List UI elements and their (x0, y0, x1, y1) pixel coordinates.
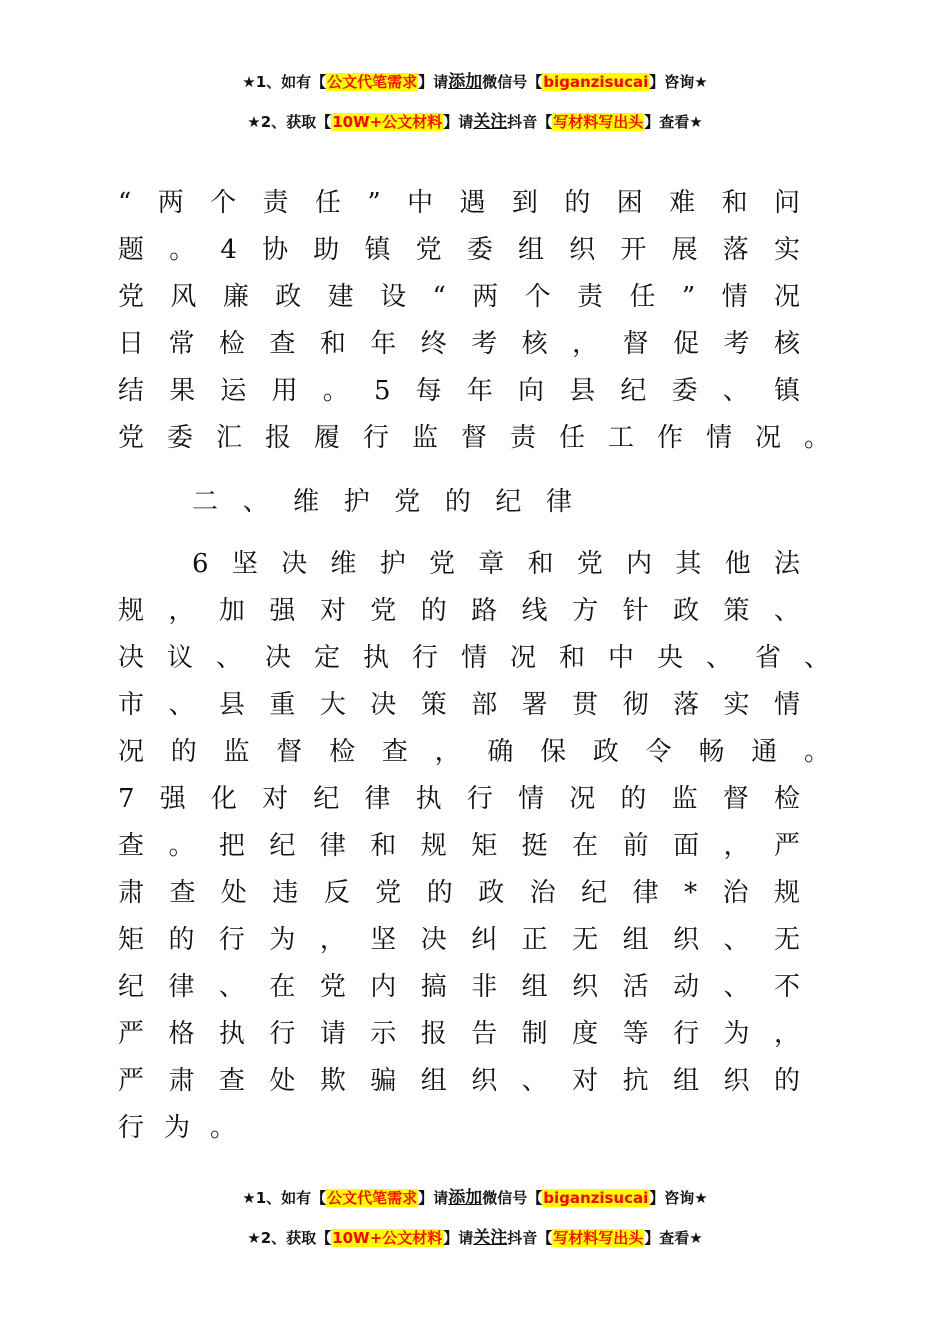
banner-text: 微信号【 (482, 1189, 543, 1207)
body-line: 党风廉政建设“两个责任”情况 (118, 282, 800, 312)
bottom-banner-line-2 (0, 1226, 950, 1250)
banner-text: 】查看★ (644, 1229, 703, 1247)
banner-text: 】请 (418, 1189, 449, 1207)
body-line: 肃查处违反党的政治纪律*治规 (118, 878, 800, 908)
body-line: 查。把纪律和规矩挺在前面，严 (118, 831, 800, 861)
banner-text: 】请 (418, 73, 449, 91)
banner-text: 】请 (443, 113, 474, 131)
banner-emphasis: 关注 (473, 1228, 508, 1248)
banner-emphasis: 添加 (448, 72, 483, 92)
section-heading: 二、维护党的纪律 (192, 487, 572, 517)
banner-emphasis: 关注 (473, 112, 508, 132)
banner-text: 】咨询★ (649, 73, 708, 91)
banner-text: 微信号【 (482, 73, 543, 91)
body-line: 规，加强对党的路线方针政策、 (118, 596, 800, 626)
top-banner-line-2 (0, 110, 950, 134)
body-line: 况的监督检查，确保政令畅通。 (118, 737, 830, 767)
highlight-service: 公文代笔需求 (327, 1189, 418, 1207)
banner-text: ★2、获取【 (247, 113, 332, 131)
highlight-douyin: 写材料写出头 (553, 1229, 644, 1247)
body-line: 6坚决维护党章和党内其他法 (192, 549, 800, 579)
banner-text: ★2、获取【 (247, 1229, 332, 1247)
body-line: 行为。 (118, 1113, 236, 1143)
body-line: 党委汇报履行监督责任工作情况。 (118, 423, 830, 453)
body-line: 纪律、在党内搞非组织活动、不 (118, 972, 800, 1002)
highlight-service: 公文代笔需求 (327, 73, 418, 91)
body-line: 题。4协助镇党委组织开展落实 (118, 235, 800, 265)
body-line: 市、县重大决策部署贯彻落实情 (118, 690, 800, 720)
body-line: 严肃查处欺骗组织、对抗组织的 (118, 1066, 800, 1096)
bottom-banner-line-1 (0, 1186, 950, 1210)
banner-text: 抖音【 (507, 113, 553, 131)
body-line: 决议、决定执行情况和中央、省、 (118, 643, 830, 673)
body-line: 矩的行为，坚决纠正无组织、无 (118, 925, 800, 955)
highlight-materials: 10W+公文材料 (332, 1229, 443, 1247)
body-line: “两个责任”中遇到的困难和问 (118, 188, 800, 218)
banner-text: ★1、如有【 (242, 73, 327, 91)
banner-text: 】请 (443, 1229, 474, 1247)
banner-emphasis: 添加 (448, 1188, 483, 1208)
top-banner-line-1 (0, 70, 950, 94)
body-line: 严格执行请示报告制度等行为， (118, 1019, 800, 1049)
highlight-materials: 10W+公文材料 (332, 113, 443, 131)
body-line: 7强化对纪律执行情况的监督检 (118, 784, 800, 814)
highlight-douyin: 写材料写出头 (553, 113, 644, 131)
body-line: 结果运用。5每年向县纪委、镇 (118, 376, 800, 406)
banner-text: 抖音【 (507, 1229, 553, 1247)
highlight-wechat-id: biganzisucai (543, 1189, 649, 1207)
highlight-wechat-id: biganzisucai (543, 73, 649, 91)
banner-text: 】咨询★ (649, 1189, 708, 1207)
body-line: 日常检查和年终考核，督促考核 (118, 329, 800, 359)
banner-text: ★1、如有【 (242, 1189, 327, 1207)
banner-text: 】查看★ (644, 113, 703, 131)
